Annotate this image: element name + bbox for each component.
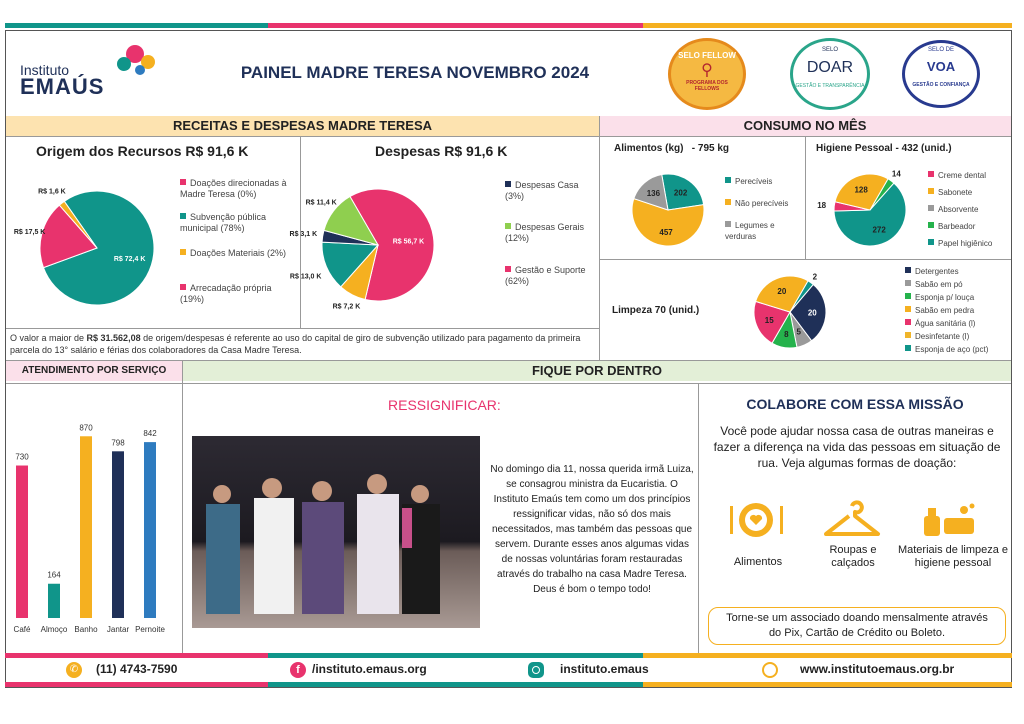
- limpeza-slice-label-4: 15: [764, 316, 774, 326]
- despesas-slice-label-4: R$ 11,4 K: [305, 199, 337, 207]
- despesas-pie-chart: [289, 165, 500, 315]
- alimentos-legend-2: [725, 220, 795, 242]
- despesas-legend-1-label: Despesas Gerais (12%): [505, 222, 585, 243]
- footer-site[interactable]: www.institutoemaus.org.br: [800, 662, 955, 676]
- colabore-item-0: Alimentos: [733, 556, 783, 568]
- limpeza-slice-label-0: 2: [812, 272, 818, 282]
- higiene-legend-3: [928, 221, 975, 232]
- bar-value-4: 842: [143, 429, 157, 439]
- limpeza-legend-1: [905, 279, 963, 290]
- despesas-legend-2-label: Gestão e Suporte (62%): [505, 265, 586, 286]
- fique-heading: RESSIGNIFICAR:: [388, 397, 501, 413]
- emaus-logo: [20, 42, 160, 102]
- atendimento-band-title: ATENDIMENTO POR SERVIÇO: [6, 361, 182, 381]
- alimentos-slice-label-2: 136: [646, 189, 661, 199]
- bar-value-1: 164: [47, 570, 61, 580]
- despesas-legend-2: [505, 265, 595, 287]
- origem-slice-label-0: R$ 72,4 K: [113, 256, 146, 264]
- origem-legend-1-label: Subvenção pública municipal (78%): [180, 212, 267, 233]
- facebook-icon[interactable]: f: [290, 662, 306, 678]
- despesas-slice-label-2: R$ 13,0 K: [289, 273, 322, 281]
- logo-small-text: Instituto: [20, 62, 70, 78]
- higiene-slice-label-1: 272: [872, 225, 886, 235]
- higiene-slice-label-3: 128: [854, 185, 868, 195]
- group-photo-figures: [192, 436, 480, 628]
- higiene-legend-2: [928, 204, 978, 215]
- origem-title: Origem dos Recursos R$ 91,6 K: [36, 143, 249, 159]
- limpeza-slice-label-3: 8: [784, 330, 789, 340]
- colabore-item-2: Materiais de limpeza e higiene pessoal: [897, 544, 1009, 569]
- alimentos-legend-1: [725, 198, 788, 209]
- higiene-legend-4-label: Papel higiênico: [938, 239, 993, 248]
- seal-fellow-icon: ⚲: [701, 62, 713, 79]
- bar-almoço: [48, 584, 60, 618]
- limpeza-title: Limpeza 70 (unid.): [612, 305, 700, 316]
- bar-value-2: 870: [79, 423, 93, 433]
- colabore-title: COLABORE COM ESSA MISSÃO: [746, 396, 964, 412]
- bar-category-4: Pernoite: [135, 625, 165, 634]
- limpeza-legend-6-label: Esponja de aço (pct): [915, 345, 989, 354]
- limpeza-pie-chart: [748, 266, 843, 358]
- bar-value-0: 730: [15, 452, 29, 462]
- higiene-slice-label-0: 14: [891, 169, 901, 179]
- seal-doar-bottom: GESTÃO E TRANSPARÊNCIA: [795, 83, 865, 89]
- fique-photo: [192, 436, 480, 628]
- alimentos-title: [614, 143, 729, 154]
- origem-legend-0: [180, 178, 290, 200]
- despesas-title: Despesas R$ 91,6 K: [375, 143, 508, 159]
- instagram-icon[interactable]: [528, 662, 544, 678]
- despesas-slice-label-1: R$ 7,2 K: [332, 303, 361, 311]
- bar-pernoite: [144, 442, 156, 618]
- origem-legend-2-label: Doações Materiais (2%): [190, 248, 287, 258]
- seal-voa-main: VOA: [926, 59, 956, 74]
- despesas-legend-1: [505, 222, 595, 244]
- limpeza-legend-4: [905, 318, 975, 329]
- origem-legend-3-label: Arrecadação própria (19%): [180, 283, 272, 304]
- top-stripe-yellow: [643, 23, 1012, 28]
- top-stripe-teal: [5, 23, 268, 28]
- higiene-legend-4: [928, 238, 992, 249]
- higiene-legend-1: [928, 187, 972, 198]
- alimentos-slice-label-1: 457: [659, 228, 673, 238]
- bar-jantar: [112, 451, 124, 618]
- bar-category-2: Banho: [74, 625, 98, 634]
- plate-icon: [728, 500, 788, 540]
- consumo-band-title: CONSUMO NO MÊS: [599, 116, 1011, 136]
- despesas-legend-0: [505, 180, 595, 202]
- bar-category-1: Almoço: [40, 625, 68, 634]
- bar-category-3: Jantar: [106, 625, 130, 634]
- alimentos-pie-chart: [628, 170, 708, 250]
- limpeza-legend-1-label: Sabão em pó: [915, 280, 963, 289]
- footer-facebook[interactable]: /instituto.emaus.org: [312, 662, 427, 676]
- seal-fellow: [668, 38, 746, 110]
- origem-slice-label-2: R$ 1,6 K: [38, 188, 66, 196]
- higiene-legend-2-label: Absorvente: [938, 205, 979, 214]
- hanger-icon: [822, 500, 882, 540]
- footer-instagram[interactable]: instituto.emaus: [560, 662, 649, 676]
- limpeza-legend-5-label: Desinfetante (l): [915, 332, 970, 341]
- higiene-legend-0: [928, 170, 986, 181]
- seal-fellow-top: SELO FELLOW: [678, 51, 736, 60]
- limpeza-legend-6: [905, 344, 988, 355]
- seal-doar: [790, 38, 870, 110]
- limpeza-slice-label-5: 20: [777, 287, 787, 297]
- limpeza-legend-0-label: Detergentes: [915, 267, 959, 276]
- origem-legend-2: [180, 248, 295, 259]
- despesas-legend-0-label: Despesas Casa (3%): [505, 180, 579, 201]
- cleaning-icon: [920, 500, 980, 540]
- higiene-pie-chart: [817, 169, 910, 250]
- seal-fellow-bottom: PROGRAMA DOS FELLOWS: [686, 80, 728, 92]
- bar-value-3: 798: [111, 438, 125, 448]
- receitas-note: [10, 332, 595, 356]
- fique-text: No domingo dia 11, nossa querida irmã Luiza, se consagrou ministra da Eucaristia. O Instituto Emaús tem como um dos princípios ressignificar vidas, não só dos mais necessitados, mas também das pessoas que servem. Durante esses anos algumas vidas de nossas voluntárias foram restauradas através do trabalho na casa Madre Teresa. Deus é bom o tempo todo!: [490, 464, 694, 595]
- higiene-title: Higiene Pessoal - 432 (unid.): [816, 143, 952, 154]
- globe-icon: [762, 662, 778, 678]
- higiene-legend-1-label: Sabonete: [938, 188, 973, 197]
- alimentos-legend-2-label: Legumes e verduras: [725, 221, 775, 241]
- seal-voa-bottom: GESTÃO E CONFIANÇA: [912, 82, 970, 88]
- alimentos-legend-1-label: Não perecíveis: [735, 199, 789, 208]
- higiene-legend-3-label: Barbeador: [938, 222, 976, 231]
- despesas-slice-label-3: R$ 3,1 K: [289, 231, 318, 239]
- receitas-band-title: RECEITAS E DESPESAS MADRE TERESA: [6, 116, 599, 136]
- limpeza-legend-3: [905, 305, 974, 316]
- bar-category-0: Café: [13, 625, 31, 634]
- bar-banho: [80, 436, 92, 618]
- seal-doar-top: SELO: [821, 47, 838, 53]
- top-stripe-pink: [268, 23, 643, 28]
- despesas-slice-label-0: R$ 56,7 K: [392, 238, 425, 246]
- fique-band-title: FIQUE POR DENTRO: [183, 361, 1011, 381]
- alimentos-slice-label-0: 202: [673, 188, 688, 198]
- colabore-item-1: Roupas e calçados: [829, 544, 877, 569]
- atendimento-bar-chart: [6, 390, 182, 650]
- higiene-slice-label-2: 18: [817, 201, 827, 211]
- note-suffix: de origem/despesas é referente ao uso do capital de giro de subvenção utilizado para pagamento da primeira parcela do 13° salário e férias dos colaboradores da Casa Madre Teresa.: [10, 333, 581, 355]
- alimentos-total: - 795 kg: [691, 143, 730, 154]
- seal-voa: [902, 40, 980, 108]
- colabore-box: Torne-se um associado doando mensalmente através do Pix, Cartão de Crédito ou Boleto.: [708, 607, 1006, 645]
- limpeza-legend-4-label: Água sanitária (l): [915, 319, 976, 328]
- colabore-text: Você pode ajudar nossa casa de outras maneiras e fazer a diferença na vida das pessoas em situação de rua. Veja algumas formas de doação:: [713, 424, 1001, 470]
- limpeza-slice-label-2: 5: [796, 327, 802, 337]
- limpeza-legend-5: [905, 331, 969, 342]
- alimentos-legend-0-label: Perecíveis: [735, 177, 773, 186]
- limpeza-legend-0: [905, 266, 959, 277]
- origem-legend-3: [180, 283, 290, 305]
- limpeza-legend-2: [905, 292, 974, 303]
- limpeza-slice-label-1: 20: [807, 308, 817, 318]
- footer-phone[interactable]: (11) 4743-7590: [96, 662, 178, 676]
- note-value: R$ 31.562,08: [86, 333, 141, 343]
- higiene-legend-0-label: Creme dental: [938, 171, 987, 180]
- origem-legend-1: [180, 212, 290, 234]
- bar-café: [16, 466, 28, 618]
- alimentos-title-label: Alimentos (kg): [614, 143, 684, 154]
- phone-icon: ✆: [66, 662, 82, 678]
- origem-slice-label-1: R$ 17,5 K: [13, 228, 46, 236]
- limpeza-legend-2-label: Esponja p/ louça: [915, 293, 975, 302]
- note-prefix: O valor a maior de: [10, 333, 87, 343]
- seal-voa-top: SELO DE: [927, 47, 954, 53]
- limpeza-legend-3-label: Sabão em pedra: [915, 306, 975, 315]
- origem-pie-chart: [13, 160, 180, 320]
- logo-big-text: EMAÚS: [20, 74, 105, 99]
- origem-legend-0-label: Doações direcionadas à Madre Teresa (0%): [180, 178, 287, 199]
- alimentos-legend-0: [725, 176, 772, 187]
- seal-doar-main: DOAR: [806, 59, 854, 76]
- page-title: PAINEL MADRE TERESA NOVEMBRO 2024: [240, 63, 590, 82]
